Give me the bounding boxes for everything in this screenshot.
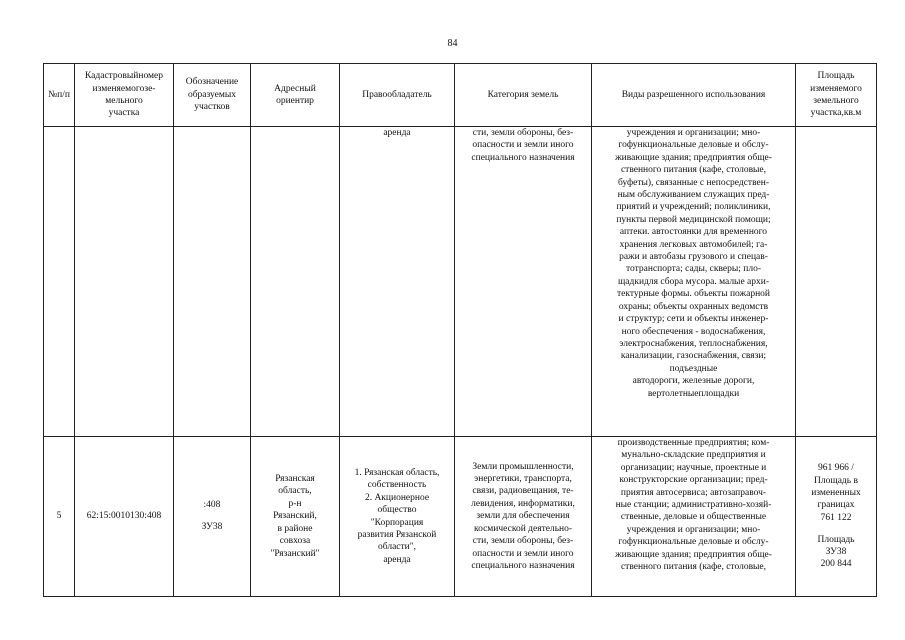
text-line: границах [817, 500, 855, 511]
text-line: ственные, деловые и общественные [620, 512, 767, 523]
text-line: ного обеспечения - водоснабжения, [621, 326, 766, 337]
header-address [251, 64, 340, 127]
text-line: ным обслуживанием служащих пред- [617, 190, 770, 201]
text-line: ные станции; административно-хозяй- [615, 500, 772, 511]
cell-owner [340, 127, 455, 437]
text-line: земельного [813, 96, 859, 106]
text-line: образуемых [187, 89, 237, 100]
cell-designation [174, 127, 251, 437]
text-line: в районе [277, 523, 313, 534]
text-line: аренда [383, 554, 411, 565]
text-line: №п/п [48, 89, 70, 100]
text-line: Площадь [817, 71, 855, 82]
text-line [798, 524, 874, 534]
cell-address [251, 127, 340, 437]
text-line: ственного питания (кафе, столовые, [620, 562, 767, 573]
text-line: совхоза [279, 536, 311, 547]
text-line: энергетики, транспорта, [474, 474, 572, 485]
text-line: ражи и автобазы грузового и спецав- [619, 252, 768, 263]
text-line: учреждения и организации; мно- [626, 128, 761, 138]
text-line: 761 122 [820, 512, 852, 523]
text-line: живающие здания; предприятия обще- [615, 549, 772, 560]
text-line: приятия автосервиса; автозаправоч- [620, 487, 767, 498]
text-line: учреждения и организации; мно- [626, 524, 761, 535]
cell-number [44, 127, 75, 437]
text-line: сти, земли обороны, без- [472, 536, 574, 547]
text-line: конструкторские организации; пред- [619, 475, 768, 486]
text-line: электроснабжения, теплоснабжения, [619, 338, 768, 349]
text-line: тектурные формы. объекты пожарной [616, 289, 771, 300]
text-line: Обозначение [185, 77, 239, 88]
text-line: специального назначения [471, 560, 575, 571]
text-line: участков [194, 102, 230, 113]
text-line: Площадь в [814, 475, 858, 486]
text-line: ЗУ38 [825, 547, 847, 558]
text-line: аптеки. автостоянки для временного [619, 227, 768, 238]
text-line: вертолетныеплощадки [647, 388, 740, 399]
text-line: ориентир [276, 96, 314, 106]
text-line: области", [377, 542, 416, 553]
text-line: "Рязанский" [270, 548, 320, 559]
cell-area [796, 127, 877, 437]
header-land-category [455, 64, 592, 127]
text-line: сти, земли обороны, без- [472, 128, 574, 138]
text-line: опасности и земли иного [472, 548, 574, 559]
text-line: космической деятельно- [473, 523, 573, 534]
cell-uses [592, 127, 796, 437]
text-line: живающие здания; предприятия обще- [615, 152, 772, 163]
text-line: Рязанская [275, 474, 315, 485]
text-line: автодороги, железные дороги, [632, 376, 755, 387]
text-line: Площадь [817, 534, 855, 545]
text-line: Рязанский, [273, 511, 317, 522]
table-row-continuation [44, 127, 877, 437]
text-line: организации; научные, проектные и [620, 462, 767, 473]
text-line: Адресный [274, 83, 316, 94]
text-line: 2. Акционерное [364, 492, 430, 503]
header-permitted-uses [592, 64, 796, 127]
text-line: опасности и земли иного [472, 140, 574, 151]
text-line: гофункциональные деловые и обслу- [618, 537, 769, 548]
header-area [796, 64, 877, 127]
cell-owner [340, 437, 455, 597]
text-line: Правообладатель [362, 89, 432, 100]
text-line [176, 512, 248, 522]
text-line: производственные предприятия; ком- [617, 438, 770, 448]
cell-designation [174, 437, 251, 597]
text-line: :408 [203, 500, 221, 511]
text-line: тотранспорта; сады, скверы; пло- [625, 264, 762, 275]
text-line: хранения легковых автомобилей; га- [619, 239, 768, 250]
cell-cadastral [75, 127, 174, 437]
text-line: канализации, газоснабжения, связи; [620, 351, 767, 362]
text-line: 961 966 / [818, 463, 854, 474]
text-line: Кадастровыйномер [84, 71, 164, 82]
page-number: 84 [447, 38, 458, 49]
header-row [44, 64, 877, 127]
text-line: изменяемого [810, 83, 862, 94]
header-cadastral-number [75, 64, 174, 127]
text-line: щадкидля сбора мусора. малые архи- [617, 276, 769, 287]
text-line: аренда [383, 128, 411, 138]
text-line: область, [278, 486, 312, 497]
text-line: общество [377, 505, 417, 516]
land-plots-table [43, 63, 877, 597]
text-line: левидения, информатики, [471, 498, 575, 509]
cell-category [455, 127, 592, 437]
text-line: "Корпорация [370, 517, 424, 528]
text-line: Земли промышленности, [472, 461, 574, 472]
text-line: измененных [811, 487, 861, 498]
text-line: охраны; объекты охранных ведомств [618, 301, 769, 312]
text-line: изменяемогозе- [92, 83, 156, 94]
header-owner [340, 64, 455, 127]
text-line: 200 844 [820, 559, 852, 570]
text-line: мунально-складские предприятия и [621, 450, 766, 461]
text-line: пункты первой медицинской помощи; [616, 214, 771, 225]
table-row-5 [44, 437, 877, 597]
cell-area [796, 437, 877, 597]
text-line: ственного питания (кафе, столовые, [620, 165, 767, 176]
text-line: подъездные [669, 363, 718, 374]
text-line: специального назначения [471, 152, 575, 163]
cell-category [455, 437, 592, 597]
text-line: приятий и учреждений; поликлиники, [616, 202, 771, 213]
text-line: земли для обеспечения [476, 511, 570, 522]
text-line: гофункциональные деловые и обслу- [618, 140, 769, 151]
text-line: участка,кв.м [810, 108, 862, 119]
header-number [44, 64, 75, 127]
cell-number: 5 [44, 437, 75, 597]
cell-cadastral: 62:15:0010130:408 [75, 437, 174, 597]
text-line: развития Рязанской [357, 529, 437, 540]
text-line: ЗУ38 [201, 522, 223, 533]
text-line: связи, радиовещания, те- [472, 486, 574, 497]
text-line: Категория земель [487, 89, 559, 100]
text-line: 1. Рязанская область, [354, 467, 440, 478]
text-line: и структур; сети и объекты инженер- [618, 314, 769, 325]
cell-uses [592, 437, 796, 597]
text-line: мельного [105, 96, 143, 106]
cell-address [251, 437, 340, 597]
header-designation [174, 64, 251, 127]
text-line: р-н [288, 498, 302, 509]
text-line: Виды разрешенного использования [621, 89, 766, 100]
text-line: участка [108, 108, 140, 119]
text-line: буфеты), связанные с непосредствен- [618, 177, 769, 188]
text-line: собственность [367, 480, 427, 491]
